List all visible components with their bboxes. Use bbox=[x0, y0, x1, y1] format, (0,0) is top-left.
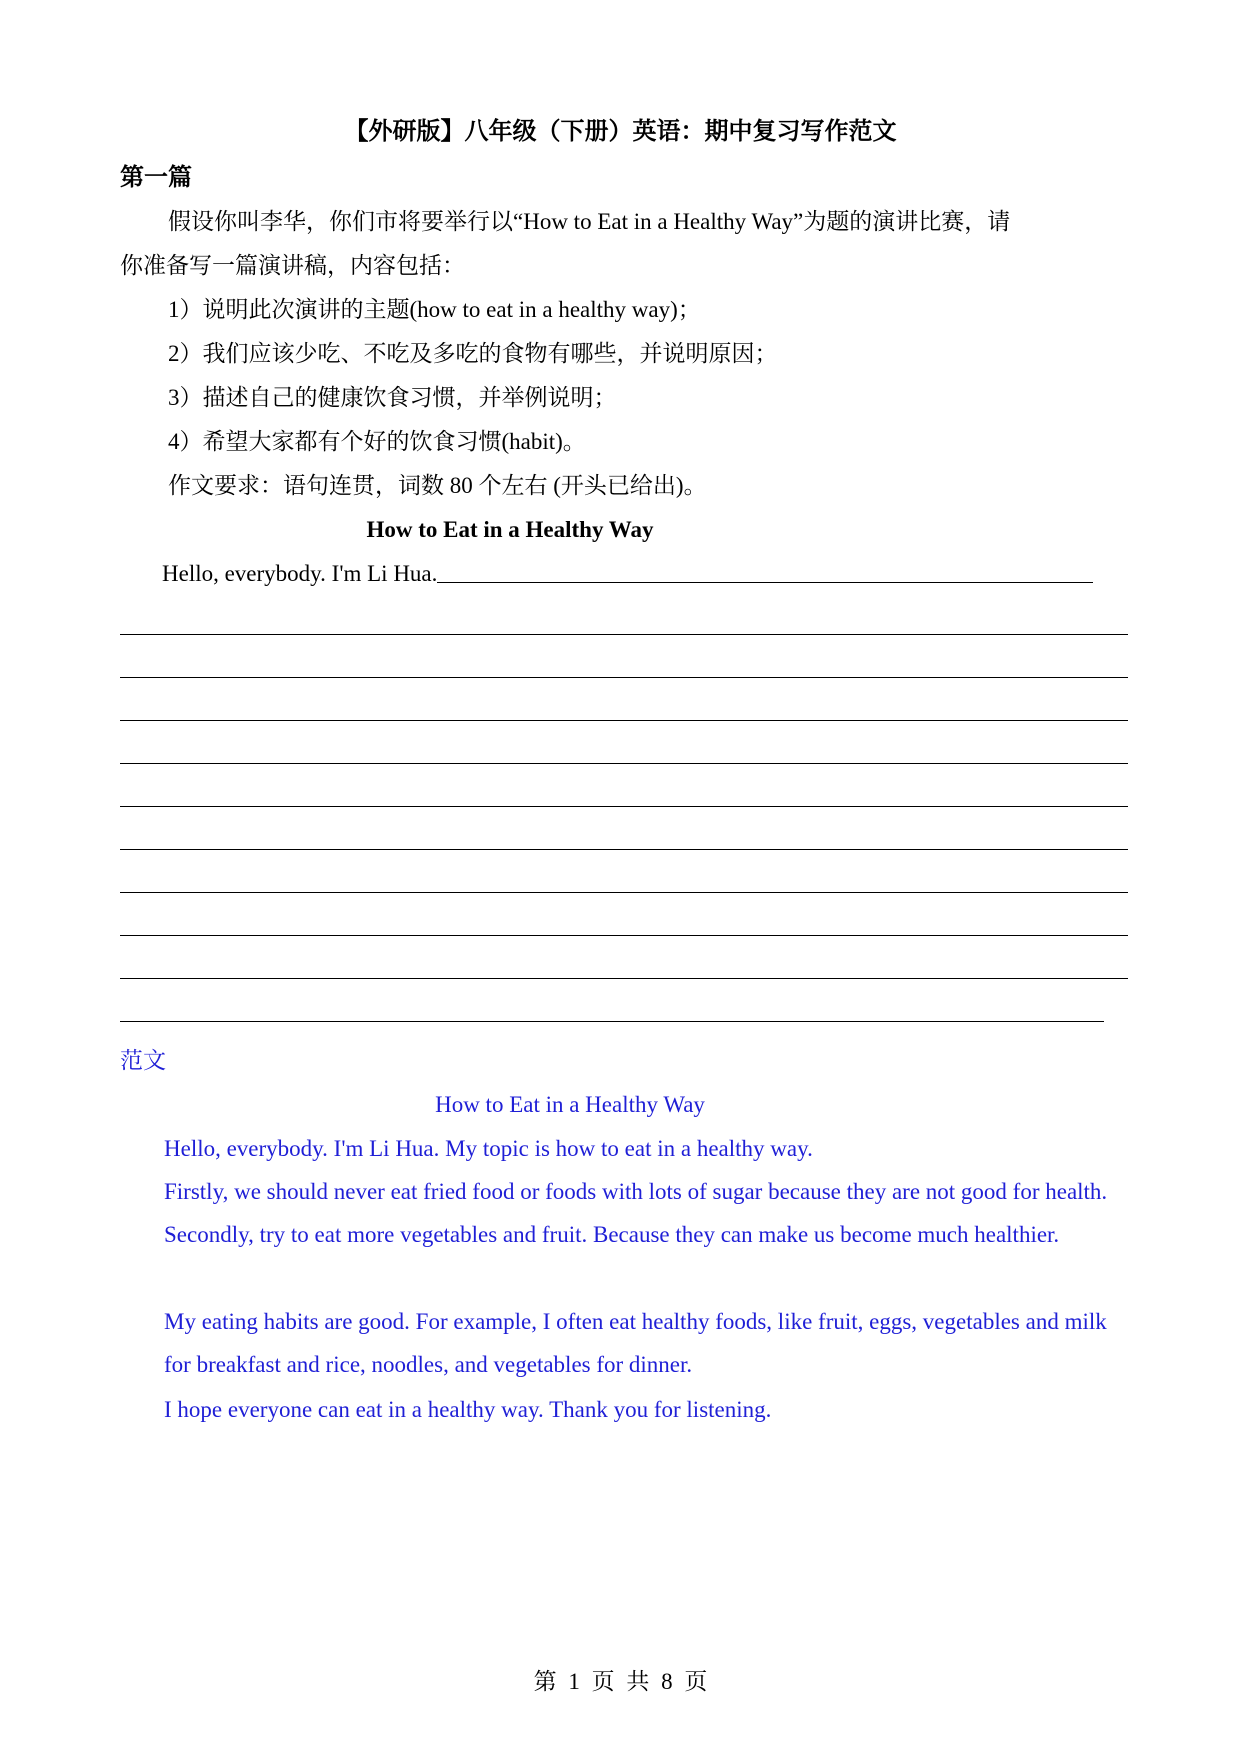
section-heading: 第一篇 bbox=[120, 165, 192, 191]
opening-text: Hello, everybody. I'm Li Hua. bbox=[162, 561, 438, 586]
page-footer: 第 1 页 共 8 页 bbox=[533, 1669, 708, 1694]
sample-paragraph-2-text: Firstly, we should never eat fried food or foods with lots of sugar because they are not good for health. Secondly, try to eat more vegetables and fruit. Because they can make us become much healthier. bbox=[164, 1179, 1108, 1247]
answer-line bbox=[120, 720, 1128, 721]
sample-paragraph-3-text: My eating habits are good. For example, I often eat healthy foods, like fruit, eggs, vegetables and milk for breakfast and rice, noodles, and vegetables for dinner. bbox=[164, 1309, 1107, 1377]
document-title: 【外研版】八年级（下册）英语：期中复习写作范文 bbox=[344, 119, 897, 145]
prompt-item-4: 4）希望大家都有个好的饮食习惯(habit)。 bbox=[168, 429, 586, 454]
opening-line bbox=[162, 559, 1093, 589]
answer-line bbox=[120, 677, 1128, 678]
answer-line bbox=[120, 849, 1128, 850]
sample-paragraph-2 bbox=[120, 1170, 1128, 1256]
prompt-item-1: 1）说明此次演讲的主题(how to eat in a healthy way)； bbox=[168, 297, 701, 322]
answer-line bbox=[120, 634, 1128, 635]
sample-paragraph-4: I hope everyone can eat in a healthy way. Thank you for listening. bbox=[164, 1397, 772, 1422]
sample-paragraph-1: Hello, everybody. I'm Li Hua. My topic is how to eat in a healthy way. bbox=[164, 1136, 813, 1161]
answer-blank-inline bbox=[437, 582, 1093, 583]
answer-line bbox=[120, 935, 1128, 936]
answer-line bbox=[120, 806, 1128, 807]
sample-paragraph-3 bbox=[120, 1300, 1128, 1386]
sample-title: How to Eat in a Healthy Way bbox=[435, 1092, 705, 1117]
answer-line bbox=[120, 763, 1128, 764]
essay-title: How to Eat in a Healthy Way bbox=[366, 517, 654, 542]
prompt-line-1: 假设你叫李华，你们市将要举行以“How to Eat in a Healthy Way”为题的演讲比赛，请 bbox=[168, 209, 1011, 234]
prompt-line-2: 你准备写一篇演讲稿，内容包括： bbox=[120, 253, 465, 278]
prompt-item-2: 2）我们应该少吃、不吃及多吃的食物有哪些，并说明原因； bbox=[168, 341, 778, 366]
answer-line bbox=[120, 892, 1128, 893]
answer-line bbox=[120, 978, 1128, 979]
sample-label: 范文 bbox=[120, 1048, 166, 1073]
answer-line-last bbox=[120, 1021, 1104, 1022]
writing-requirement: 作文要求：语句连贯，词数 80 个左右 (开头已给出)。 bbox=[168, 473, 707, 498]
prompt-item-3: 3）描述自己的健康饮食习惯，并举例说明； bbox=[168, 385, 617, 410]
